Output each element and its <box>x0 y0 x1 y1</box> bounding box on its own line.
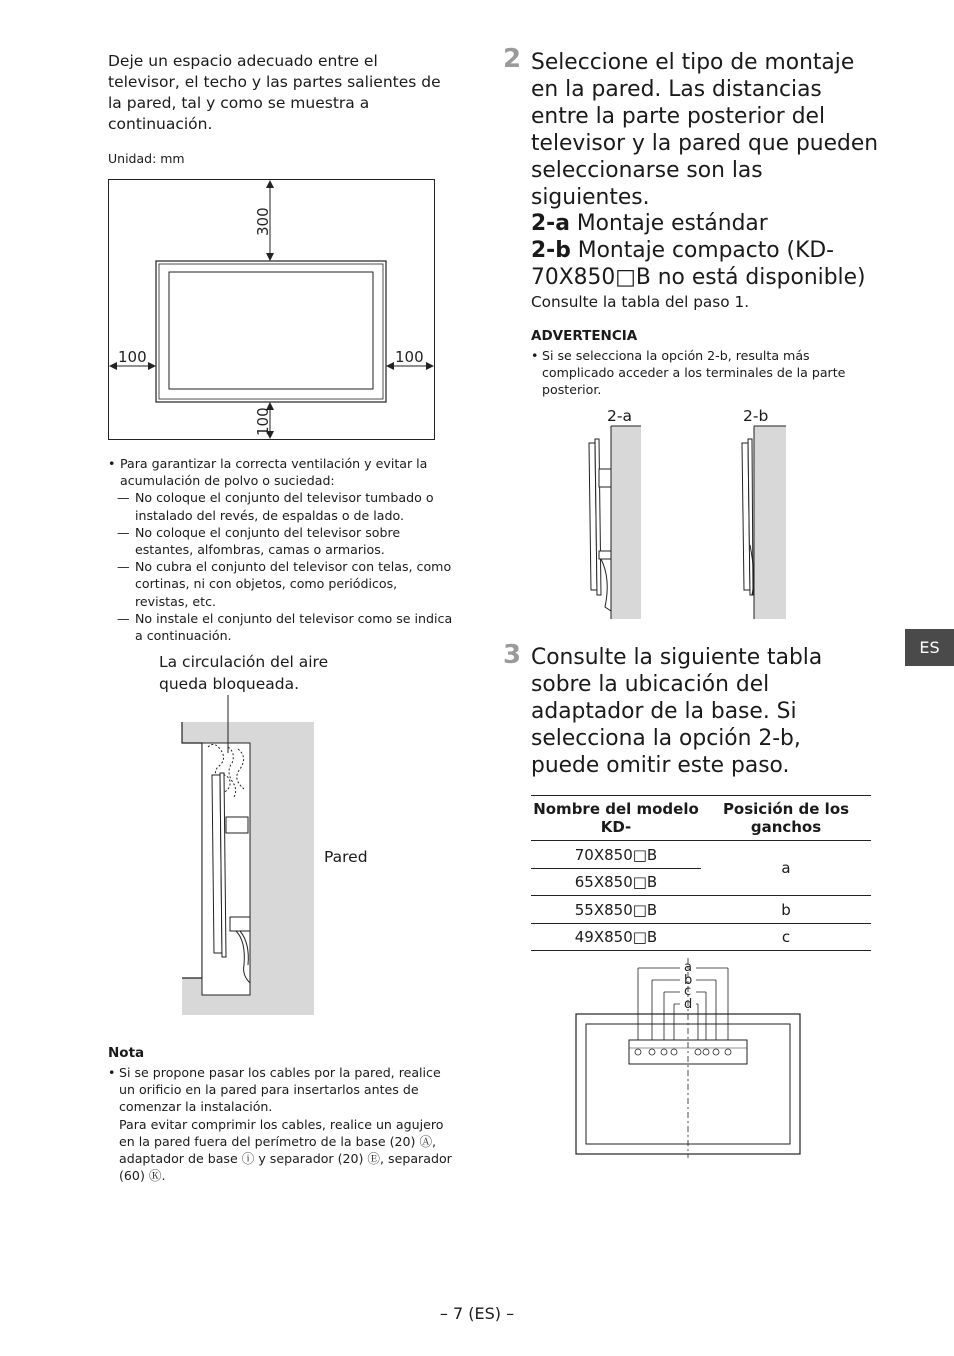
clearance-top: 300 <box>254 207 272 236</box>
page-footer: – 7 (ES) – <box>439 1304 515 1323</box>
hook-label-d: d <box>684 997 693 1012</box>
ventilation-item: No instale el conjunto del televisor como se indica a continuación. <box>135 610 453 644</box>
step-2-text <box>531 50 883 292</box>
warning-body: • Si se selecciona la opción 2-b, resulta más complicado acceder a los terminales de la parte posterior. <box>531 347 853 399</box>
hook-location-diagram <box>574 958 804 1158</box>
ventilation-bullet: Para garantizar la correcta ventilación y evitar la acumulación de polvo o suciedad: <box>120 456 428 489</box>
table-cell-position: c <box>781 928 791 946</box>
clearance-right: 100 <box>395 348 424 366</box>
nota-title: Nota <box>108 1045 145 1061</box>
fig-2b-label: 2-b <box>743 407 769 425</box>
nota-text-1: Si se propone pasar los cables por la pared, realice un orificio en la pared para insertarlos antes de comenzar la instalación. <box>119 1065 441 1115</box>
step-2-number: 2 <box>503 44 522 74</box>
table-cell-position: a <box>781 859 791 877</box>
ventilation-list: • Para garantizar la correcta ventilación y evitar la acumulación de polvo o suciedad: — No coloque el conjunto del televisor tumbado o instalado del revés, de espaldas o de lado. — No coloque el conjunto del televisor sobre estantes, alfombras, camas o armarios. — No cubra el conjunto del televisor con telas, como cortinas, ni con objetos, como periódicos, revistas, etc. — No instale el conjunto del televisor como se indica a continuación. <box>108 456 453 644</box>
nota-text-2: Para evitar comprimir los cables, realice un agujero en la pared fuera del perímetro de la base (20) Ⓐ, adaptador de base ⓘ y separador (20) Ⓔ, separador (60) Ⓚ. <box>119 1116 452 1184</box>
table-cell-model: 55X850□B <box>574 900 658 919</box>
hook-label-c: c <box>684 984 692 999</box>
mount-2b-diagram <box>740 425 790 620</box>
clearance-bottom: 100 <box>254 407 272 436</box>
option-2a-text: Montaje estándar <box>576 211 768 237</box>
table-cell-position: b <box>781 900 791 919</box>
step-3-number: 3 <box>503 640 522 670</box>
unit-label: Unidad: mm <box>108 151 185 166</box>
table-cell-model: 70X850□B <box>574 845 658 864</box>
hook-label-a: a <box>684 960 692 975</box>
ventilation-item: No cubra el conjunto del televisor con telas, como cortinas, ni con objetos, como periódicos, revistas, etc. <box>135 559 452 609</box>
clearance-left: 100 <box>118 348 147 366</box>
fig-2a-label: 2-a <box>607 407 632 425</box>
option-2a-key: 2-a <box>531 211 570 237</box>
option-2b-text: Montaje compacto (KD-70X850□B no está disponible) <box>531 238 866 291</box>
table-header-position: Posición de los ganchos <box>722 800 850 836</box>
wall-label: Pared <box>324 848 368 866</box>
air-blocked-label: La circulación del aire queda bloqueada. <box>159 653 329 693</box>
warning-title: ADVERTENCIA <box>531 328 638 344</box>
step-2-note: Consulte la tabla del paso 1. <box>531 293 750 311</box>
table-cell-model: 65X850□B <box>574 873 658 891</box>
step-2-instruction: Seleccione el tipo de montaje en la pared. Las distancias entre la parte posterior del televisor y la pared que pueden seleccionarse son las siguientes. <box>531 50 879 210</box>
table-cell-model: 49X850□B <box>574 928 658 946</box>
nota-body: • Si se propone pasar los cables por la pared, realice un orificio en la pared para insertarlos antes de comenzar la instalación. Para evitar comprimir los cables, realice un agujero en la pared fuera del perímetro de la base (20) Ⓐ, adaptador de base ⓘ y separador (20) Ⓔ, separador (60) Ⓚ. <box>108 1065 452 1184</box>
blocked-install-diagram <box>180 695 320 1020</box>
hook-label-b: b <box>684 973 693 988</box>
ventilation-item: No coloque el conjunto del televisor tumbado o instalado del revés, de espaldas o de lado. <box>135 490 434 523</box>
warning-text: Si se selecciona la opción 2-b, resulta más complicado acceder a los terminales de la parte posterior. <box>542 348 846 398</box>
option-2b-key: 2-b <box>531 238 571 264</box>
mount-2a-diagram <box>585 425 645 620</box>
ventilation-item: No coloque el conjunto del televisor sobre estantes, alfombras, camas o armarios. <box>135 524 401 558</box>
table-header-model: Nombre del modelo KD- <box>533 800 699 836</box>
clearance-diagram <box>107 178 437 442</box>
step-3-text: Consulte la siguiente tabla sobre la ubicación del adaptador de la base. Si selecciona la opción 2-b, puede omitir este paso. <box>531 645 823 778</box>
intro-paragraph: Deje un espacio adecuado entre el televisor, el techo y las partes salientes de la pared, tal y como se muestra a continuación. <box>108 52 441 133</box>
language-tab: ES <box>905 629 954 666</box>
hook-position-table <box>531 795 871 951</box>
